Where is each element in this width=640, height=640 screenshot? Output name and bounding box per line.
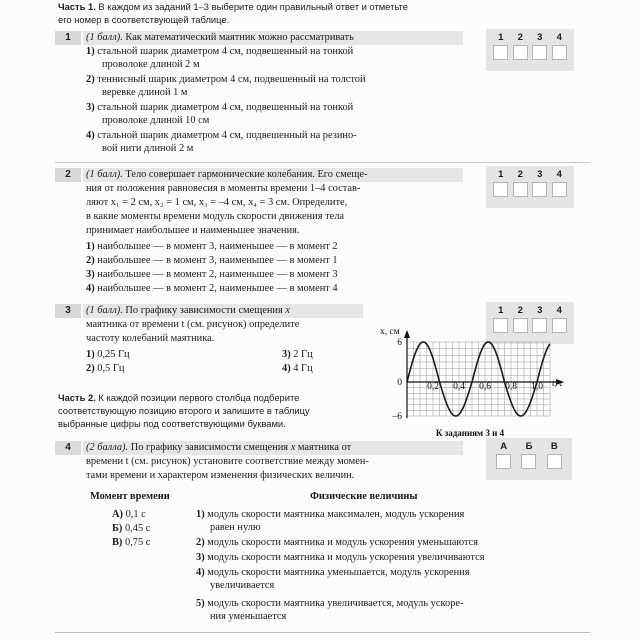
q1-option-2-cont: веревке длиной 1 м [102,87,188,98]
q4-text-line3: тами времени и характером изменения физических величин. [86,470,355,481]
q1-text: (1 балл). Как математический маятник можно рассматривать [86,32,354,43]
q1-option-1: 1) стальной шарик диаметром 4 см, подвешенный на тонкой [86,46,354,57]
q4-quantity-4-cont: увеличивается [210,580,275,591]
q4-quantity-1-cont: равен нулю [210,522,261,533]
q2-text-line1: (1 балл). Тело совершает гармонические колебания. Его смеще- [86,169,368,180]
q4-quantity-1: 1) модуль скорости маятника максимален, модуль ускорения [196,509,465,520]
q3-option-1: 1) 0,25 Гц [86,349,130,360]
q2-option-2: 2) наибольшее — в момент 3, наименьшее — в момент 1 [86,255,338,266]
q4-answer-cell-c[interactable] [547,454,562,469]
q1-option-2: 2) теннисный шарик диаметром 4 см, подвешенный на толстой [86,74,366,85]
chart-y-tick-label: 6 [397,338,402,348]
q4-text-line1: (2 балла). По графику зависимости смещения x маятника от [86,442,352,453]
chart-x-tick-label: 0,4 [453,382,465,392]
q2-answer-grid-labels: 1 2 3 4 [498,169,562,180]
q3-answer-grid-labels: 1 2 3 4 [498,305,562,316]
chart-y-axis-arrow [404,330,410,338]
q4-moment-c: В) 0,75 с [112,537,151,548]
q1-answer-cell-1[interactable] [493,45,508,60]
q2-answer-cell-2[interactable] [513,182,528,197]
q3-number: 3 [55,304,81,318]
q2-answer-cell-1[interactable] [493,182,508,197]
part2-intro-line2: соответствующую позицию второго и запишите в таблицу [58,405,310,416]
q2-answer-cell-3[interactable] [532,182,547,197]
q1-answer-grid-labels: 1 2 3 4 [498,32,562,43]
q1-option-4-cont: вой нити длиной 2 м [102,143,194,154]
q4-quantity-4: 4) модуль скорости маятника уменьшается, модуль ускорения [196,567,470,578]
q1-option-3: 3) стальной шарик диаметром 4 см, подвешенный на тонкой [86,102,354,113]
chart-y-axis-label: x, см [380,327,400,337]
part1-title: Часть 1. [58,1,96,12]
q4-number: 4 [55,441,81,455]
q1-answer-grid [486,29,574,71]
q2-answer-cell-4[interactable] [552,182,567,197]
q4-answer-cell-a[interactable] [496,454,511,469]
q4-answer-grid [486,438,572,480]
q4-answer-cell-b[interactable] [521,454,536,469]
chart-x-axis-label: t, с [552,379,564,389]
q4-quantity-3: 3) модуль скорости маятника и модуль ускорения увеличиваются [196,552,485,563]
q2-answer-grid [486,166,574,208]
q3-option-3: 3) 2 Гц [282,349,313,360]
q3-text-line3: частоту колебаний маятника. [86,333,215,344]
q4-quantity-5: 5) модуль скорости маятника увеличивается, модуль ускоре- [196,598,464,609]
q4-quantity-5-cont: ния уменьшается [210,611,287,622]
q2-number: 2 [55,168,81,182]
part2-intro-text: К каждой позиции первого столбца подберите [98,392,300,403]
q4-moment-a: А) 0,1 с [112,509,146,520]
q2-text-line5: принимает наибольшее и наименьшее значения. [86,225,300,236]
part2-intro-line1 [58,391,299,405]
chart-x-tick-label: 0,8 [505,382,517,392]
q3-text-line2: маятника от времени t (см. рисунок) определите [86,319,300,330]
part2-intro-line3: выбранные цифры под соответствующими буквами. [58,418,286,429]
q3-option-4: 4) 4 Гц [282,363,313,374]
q4-text-line2: времени t (см. рисунок) установите соответствие между момен- [86,456,369,467]
chart-x-tick-label: 1,0 [531,382,543,392]
q1-option-4: 4) стальной шарик диаметром 4 см, подвешенный на резино- [86,130,357,141]
q4-quantity-2: 2) модуль скорости маятника и модуль ускорения уменьшаются [196,537,479,548]
q4-answer-grid-labels: А Б В [500,441,558,452]
displacement-time-chart [360,322,580,446]
part1-intro-text: В каждом из заданий 1–3 выберите один правильный ответ и отметьте [98,1,408,12]
chart-y-tick-label: 0 [397,378,402,388]
q2-text-line3: ляют x₁ = 2 см, x₂ = 1 см, x₃ = –4 см, x₄ = 3 см. Определите, [86,197,348,208]
q1-option-3-cont: проволоке длиной 10 см [102,115,210,126]
chart-x-tick-label: 0,6 [479,382,491,392]
part2-title: Часть 2. [58,392,96,403]
q2-option-3: 3) наибольшее — в момент 2, наименьшее — в момент 3 [86,269,338,280]
q3-option-2: 2) 0,5 Гц [86,363,125,374]
q4-col2-header: Физические величины [310,491,418,502]
q1-answer-cell-4[interactable] [552,45,567,60]
part1-intro-line2: его номер в соответствующей таблице. [58,14,230,25]
q4-moment-b: Б) 0,45 с [112,523,151,534]
divider [55,162,590,163]
q3-text-line1: (1 балл). По графику зависимости смещения x [86,305,290,316]
q1-answer-cell-2[interactable] [513,45,528,60]
q2-text-line4: в какие моменты времени модуль скорости движения тела [86,211,345,222]
q2-option-1: 1) наибольшее — в момент 3, наименьшее — в момент 2 [86,241,338,252]
chart-y-tick-label: –6 [392,412,402,422]
q1-number: 1 [55,31,81,45]
part1-intro-line1 [58,0,408,14]
q1-option-1-cont: проволоке длиной 2 м [102,59,200,70]
chart-x-tick-label: 0,2 [427,382,439,392]
page-bottom-divider [55,632,590,633]
q4-col1-header: Момент времени [90,491,170,502]
chart-caption: К заданиям 3 и 4 [435,428,505,438]
q2-text-line2: ния от положения равновесия в моменты времени 1–4 состав- [86,183,361,194]
q2-option-4: 4) наибольшее — в момент 2, наименьшее — в момент 4 [86,283,338,294]
q1-answer-cell-3[interactable] [532,45,547,60]
